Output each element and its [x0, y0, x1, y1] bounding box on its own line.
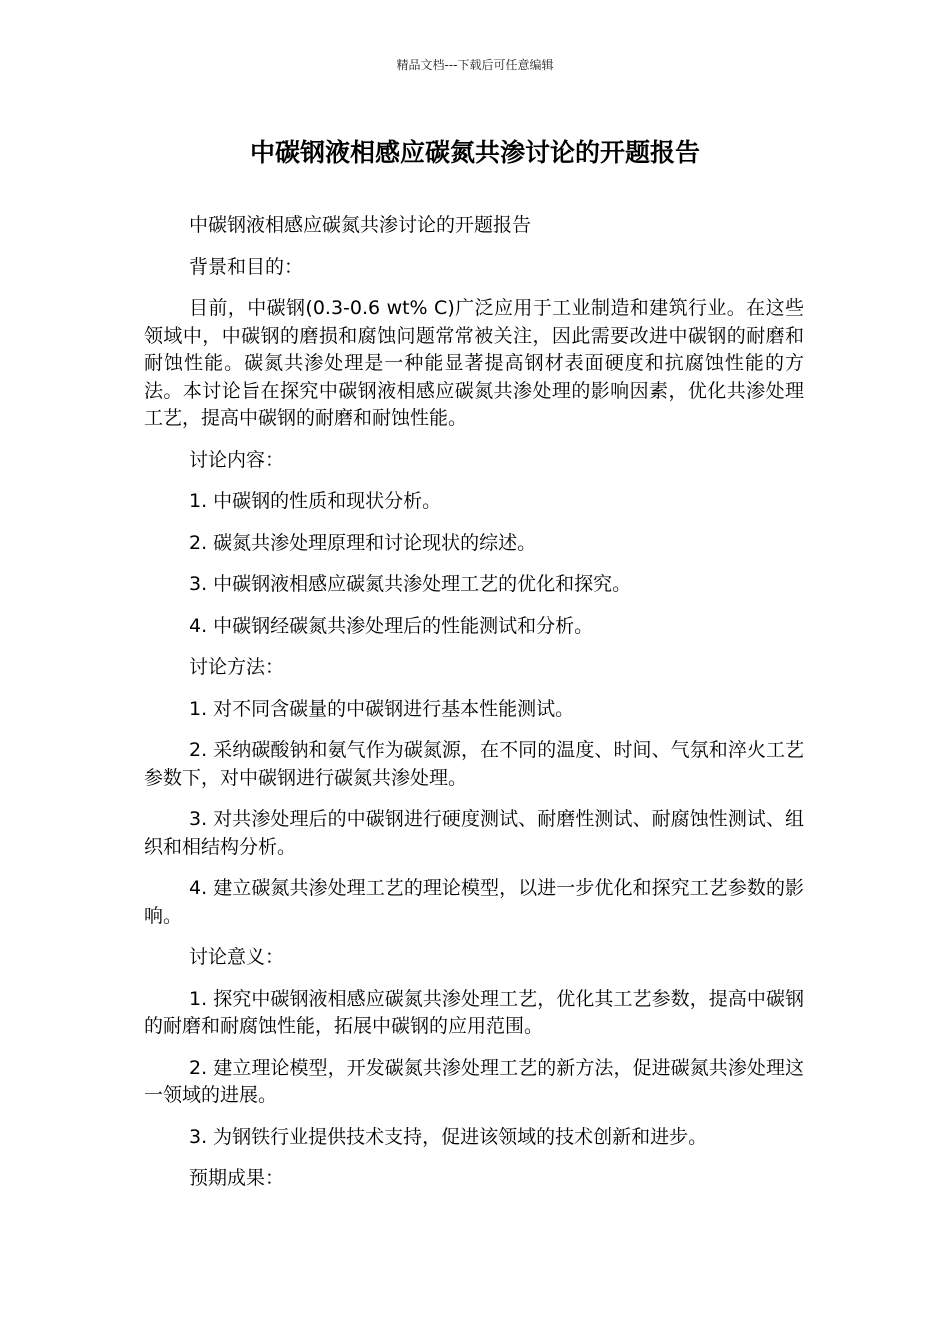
list-item: 1. 中碳钢的性质和现状分析。	[189, 490, 442, 512]
list-item: 4. 建立碳氮共渗处理工艺的理论模型，以进一步优化和探究工艺参数的影响。	[144, 877, 804, 927]
header-note: 精品文档---下载后可任意编辑	[396, 58, 554, 72]
list-item: 2. 碳氮共渗处理原理和讨论现状的综述。	[189, 531, 537, 554]
list-item: 1. 对不同含碳量的中碳钢进行基本性能测试。	[189, 697, 575, 720]
section-heading-expected-results: 预期成果：	[189, 1167, 285, 1189]
section-heading-methods: 讨论方法：	[189, 656, 285, 678]
paragraph-background: 目前，中碳钢(0.3-0.6 wt% C)广泛应用于工业制造和建筑行业。在这些领域中，中碳钢的磨损和腐蚀问题常常被关注，因此需要改进中碳钢的耐磨和耐蚀性能。碳氮共渗处理是一种能显著提高钢材表面硬度和抗腐蚀性能的方法。本讨论旨在探究中碳钢液相感应碳氮共渗处理的影响因素，优化共渗处理工艺，提高中碳钢的耐磨和耐蚀性能。	[144, 297, 804, 429]
list-item: 3. 中碳钢液相感应碳氮共渗处理工艺的优化和探究。	[189, 573, 632, 595]
document-title: 中碳钢液相感应碳氮共渗讨论的开题报告	[249, 138, 700, 167]
list-item: 3. 对共渗处理后的中碳钢进行硬度测试、耐磨性测试、耐腐蚀性测试、组织和相结构分析。	[144, 808, 804, 858]
list-item: 1. 探究中碳钢液相感应碳氮共渗处理工艺，优化其工艺参数，提高中碳钢的耐磨和耐腐蚀性能，拓展中碳钢的应用范围。	[144, 987, 804, 1037]
section-heading-content: 讨论内容：	[189, 448, 285, 471]
list-item: 4. 中碳钢经碳氮共渗处理后的性能测试和分析。	[189, 614, 594, 637]
list-item: 2. 采纳碳酸钠和氨气作为碳氮源，在不同的温度、时间、气氛和淬火工艺参数下，对中碳钢进行碳氮共渗处理。	[144, 739, 804, 789]
section-heading-significance: 讨论意义：	[189, 946, 285, 968]
list-item: 2. 建立理论模型，开发碳氮共渗处理工艺的新方法，促进碳氮共渗处理这一领域的进展。	[144, 1056, 804, 1106]
list-item: 3. 为钢铁行业提供技术支持，促进该领域的技术创新和进步。	[189, 1125, 708, 1148]
section-heading-background: 背景和目的：	[189, 255, 304, 278]
document-body	[144, 212, 804, 1207]
paragraph-subtitle: 中碳钢液相感应碳氮共渗讨论的开题报告	[189, 214, 532, 236]
